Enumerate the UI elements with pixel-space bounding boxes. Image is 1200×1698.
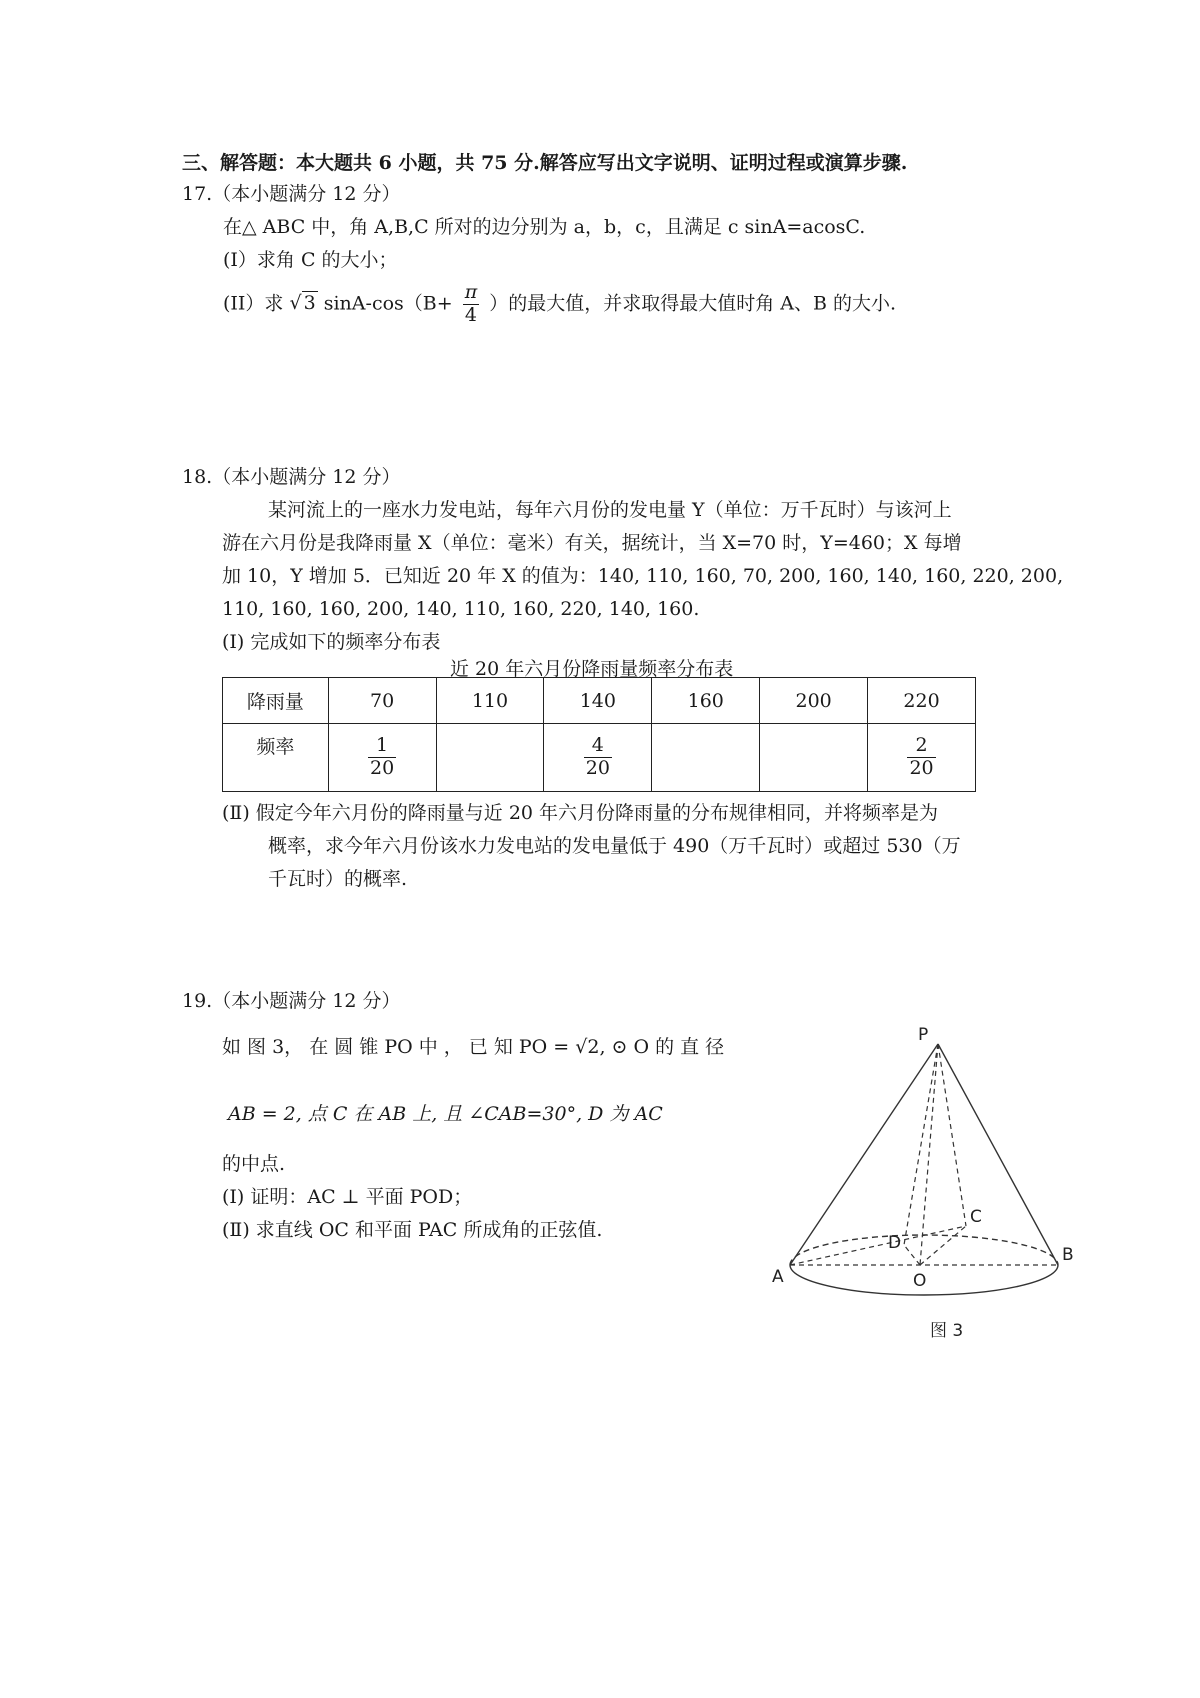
segment-od	[904, 1245, 920, 1265]
q17-part2-mid: sinA-cos（B+	[323, 292, 453, 315]
label-d: D	[888, 1233, 902, 1253]
table-cell	[328, 724, 436, 792]
base-back-arc	[790, 1235, 1058, 1265]
label-p: P	[918, 1025, 929, 1045]
q17-part2-prefix: (II）求	[223, 292, 284, 315]
table-cell	[868, 724, 976, 792]
label-b: B	[1062, 1245, 1074, 1265]
fraction: $\frac{4}{20}$	[585, 734, 610, 779]
q18-line-1: 某河流上的一座水力发电站，每年六月份的发电量 Y（单位：万千瓦时）与该河上	[268, 499, 952, 521]
label-a: A	[772, 1267, 784, 1287]
q17-header: 17.（本小题满分 12 分）	[182, 183, 401, 205]
q19-line-2: AB = 2, 点 C 在 AB 上, 且 ∠CAB=30°, D 为 AC	[228, 1103, 663, 1125]
fraction: $\frac{2}{20}$	[909, 734, 934, 779]
table-cell: 110	[436, 678, 544, 724]
segment-oc	[920, 1226, 966, 1265]
pi-over-4-fraction: $\frac{\pi}{4}$	[464, 281, 478, 326]
label-o: O	[913, 1271, 927, 1291]
section-heading: 三、解答题：本大题共 6 小题，共 75 分.解答应写出文字说明、证明过程或演算步骤.	[182, 152, 908, 174]
q18-part2-line-1: (Ⅱ) 假定今年六月份的降雨量与近 20 年六月份降雨量的分布规律相同，并将频率是为	[222, 802, 939, 824]
q19-header: 19.（本小题满分 12 分）	[182, 990, 401, 1012]
q19-line-1: 如 图 3， 在 圆 锥 PO 中 ， 已 知 PO = √2, ⊙ O 的 直 径	[222, 1036, 725, 1058]
table-cell	[544, 724, 652, 792]
height-po	[920, 1044, 938, 1265]
q18-part2-line-3: 千瓦时）的概率.	[268, 868, 408, 890]
segment-pd	[904, 1044, 938, 1245]
q19-part2: (Ⅱ) 求直线 OC 和平面 PAC 所成角的正弦值.	[222, 1219, 603, 1241]
q18-part2-line-2: 概率，求今年六月份该水力发电站的发电量低于 490（万千瓦时）或超过 530（万	[268, 835, 961, 857]
table-cell: 160	[652, 678, 760, 724]
side-pb	[938, 1044, 1058, 1265]
q18-header: 18.（本小题满分 12 分）	[182, 466, 401, 488]
frequency-table	[222, 677, 976, 792]
table-cell	[436, 724, 544, 792]
q18-line-2: 游在六月份是我降雨量 X（单位：毫米）有关，据统计，当 X=70 时，Y=460；X 每增	[222, 532, 962, 554]
table-row-label: 降雨量	[223, 678, 329, 724]
table-title: 近 20 年六月份降雨量频率分布表	[450, 658, 734, 680]
q17-stem: 在△ ABC 中，角 A,B,C 所对的边分别为 a，b，c，且满足 c sinA=acosC.	[223, 216, 866, 238]
table-cell: 70	[328, 678, 436, 724]
cone-figure	[770, 1020, 1100, 1350]
table-row	[223, 724, 976, 792]
side-pa	[790, 1044, 938, 1265]
table-row	[223, 678, 976, 724]
q17-part2-suffix: ）的最大值，并求取得最大值时角 A、B 的大小.	[489, 292, 897, 315]
table-cell	[760, 724, 868, 792]
q19-line-3: 的中点.	[222, 1153, 286, 1175]
table-row-label: 频率	[223, 724, 329, 792]
figure-caption: 图 3	[930, 1321, 964, 1341]
q17-part1: (I）求角 C 的大小；	[223, 249, 398, 271]
table-cell: 140	[544, 678, 652, 724]
q18-part1: (Ⅰ) 完成如下的频率分布表	[222, 631, 441, 653]
table-cell: 220	[868, 678, 976, 724]
q18-line-3: 加 10，Y 增加 5．已知近 20 年 X 的值为：140, 110, 160, 70, 200, 160, 140, 160, 220, 200,	[222, 565, 1064, 587]
q18-line-4: 110, 160, 160, 200, 140, 110, 160, 220, 140, 160.	[222, 598, 700, 620]
q17-part2	[223, 282, 896, 327]
fraction: $\frac{1}{20}$	[369, 734, 395, 779]
q19-part1: (Ⅰ) 证明：AC ⊥ 平面 POD；	[222, 1186, 473, 1208]
label-c: C	[970, 1207, 982, 1227]
table-cell: 200	[760, 678, 868, 724]
sqrt-expression: √ 3	[289, 292, 316, 315]
segment-ac	[790, 1226, 966, 1265]
table-cell	[652, 724, 760, 792]
segment-pc	[938, 1044, 966, 1226]
